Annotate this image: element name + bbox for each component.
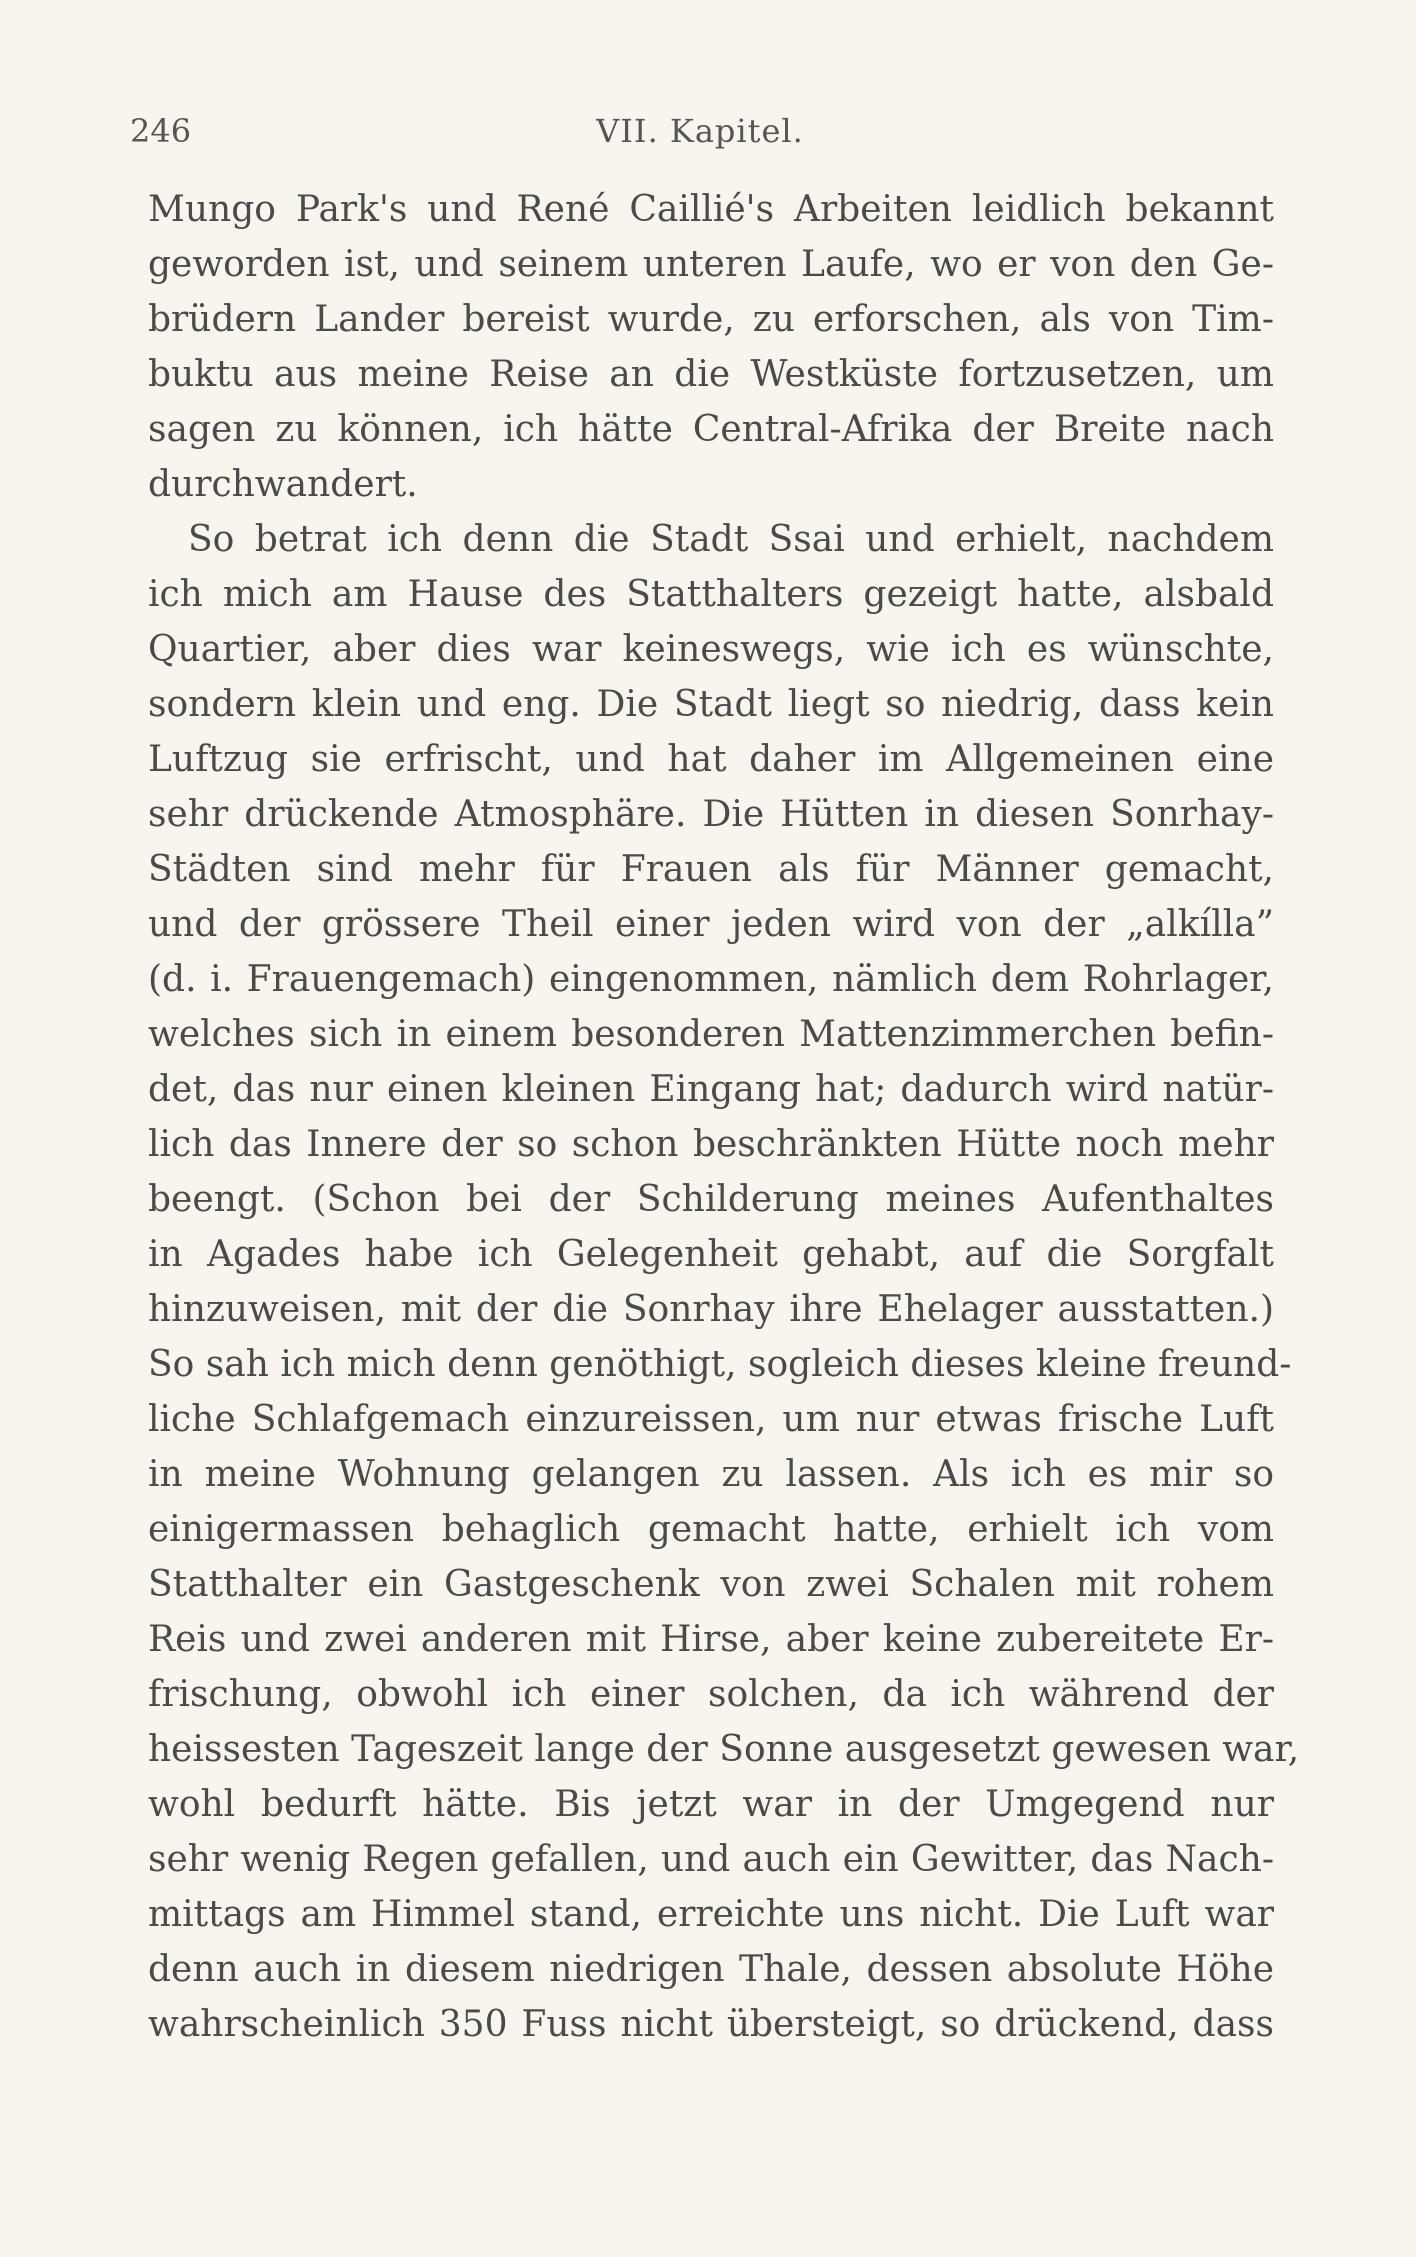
text-line: wohl bedurft hätte. Bis jetzt war in der Umgegend nur bbox=[148, 1784, 1274, 1825]
text-line: liche Schlafgemach einzureissen, um nur etwas frische Luft bbox=[148, 1399, 1274, 1440]
text-line: sehr wenig Regen gefallen, und auch ein Gewitter, das Nach- bbox=[148, 1839, 1274, 1880]
text-line: Statthalter ein Gastgeschenk von zwei Schalen mit rohem bbox=[148, 1564, 1274, 1605]
text-line: lich das Innere der so schon beschränkten Hütte noch mehr bbox=[148, 1124, 1274, 1165]
text-line: und der grössere Theil einer jeden wird von der „alkílla” bbox=[148, 904, 1274, 945]
text-line: Luftzug sie erfrischt, und hat daher im Allgemeinen eine bbox=[148, 739, 1274, 780]
body-text bbox=[148, 182, 1300, 2052]
text-line: hinzuweisen, mit der die Sonrhay ihre Ehelager ausstatten.) bbox=[148, 1289, 1274, 1330]
chapter-title: VII. Kapitel. bbox=[596, 112, 804, 150]
text-line: wahrscheinlich 350 Fuss nicht übersteigt, so drückend, dass bbox=[148, 2004, 1274, 2045]
text-line: in Agades habe ich Gelegenheit gehabt, auf die Sorgfalt bbox=[148, 1234, 1274, 1275]
page-number: 246 bbox=[130, 112, 192, 150]
text-line: Mungo Park's und René Caillié's Arbeiten leidlich bekannt bbox=[148, 189, 1274, 230]
text-line: So betrat ich denn die Stadt Ssai und erhielt, nachdem bbox=[188, 519, 1274, 560]
text-line: Reis und zwei anderen mit Hirse, aber keine zubereitete Er- bbox=[148, 1619, 1274, 1660]
text-line: sondern klein und eng. Die Stadt liegt so niedrig, dass kein bbox=[148, 684, 1274, 725]
paragraph bbox=[148, 182, 1274, 512]
paragraph bbox=[148, 512, 1300, 2052]
text-line: beengt. (Schon bei der Schilderung meines Aufenthaltes bbox=[148, 1179, 1274, 1220]
text-line: ich mich am Hause des Statthalters gezeigt hatte, alsbald bbox=[148, 574, 1274, 615]
text-line: einigermassen behaglich gemacht hatte, erhielt ich vom bbox=[148, 1509, 1274, 1550]
text-line: welches sich in einem besonderen Mattenzimmerchen befin- bbox=[148, 1014, 1274, 1055]
text-line: durchwandert. bbox=[148, 464, 418, 505]
text-line: in meine Wohnung gelangen zu lassen. Als ich es mir so bbox=[148, 1454, 1274, 1495]
text-line: denn auch in diesem niedrigen Thale, dessen absolute Höhe bbox=[148, 1949, 1274, 1990]
text-line: mittags am Himmel stand, erreichte uns nicht. Die Luft war bbox=[148, 1894, 1274, 1935]
text-line: (d. i. Frauengemach) eingenommen, nämlich dem Rohrlager, bbox=[148, 959, 1274, 1000]
text-line: heissesten Tageszeit lange der Sonne ausgesetzt gewesen war, bbox=[148, 1729, 1300, 1770]
text-line: Quartier, aber dies war keineswegs, wie ich es wünschte, bbox=[148, 629, 1274, 670]
text-line: brüdern Lander bereist wurde, zu erforschen, als von Tim- bbox=[148, 299, 1274, 340]
text-line: det, das nur einen kleinen Eingang hat; dadurch wird natür- bbox=[148, 1069, 1274, 1110]
text-line: sagen zu können, ich hätte Central-Afrika der Breite nach bbox=[148, 409, 1274, 450]
text-line: frischung, obwohl ich einer solchen, da ich während der bbox=[148, 1674, 1274, 1715]
page-header bbox=[130, 112, 1270, 162]
text-line: Städten sind mehr für Frauen als für Männer gemacht, bbox=[148, 849, 1274, 890]
text-line: buktu aus meine Reise an die Westküste fortzusetzen, um bbox=[148, 354, 1274, 395]
text-line: sehr drückende Atmosphäre. Die Hütten in diesen Sonrhay- bbox=[148, 794, 1274, 835]
text-line: So sah ich mich denn genöthigt, sogleich dieses kleine freund- bbox=[148, 1344, 1292, 1385]
text-line: geworden ist, und seinem unteren Laufe, wo er von den Ge- bbox=[148, 244, 1274, 285]
